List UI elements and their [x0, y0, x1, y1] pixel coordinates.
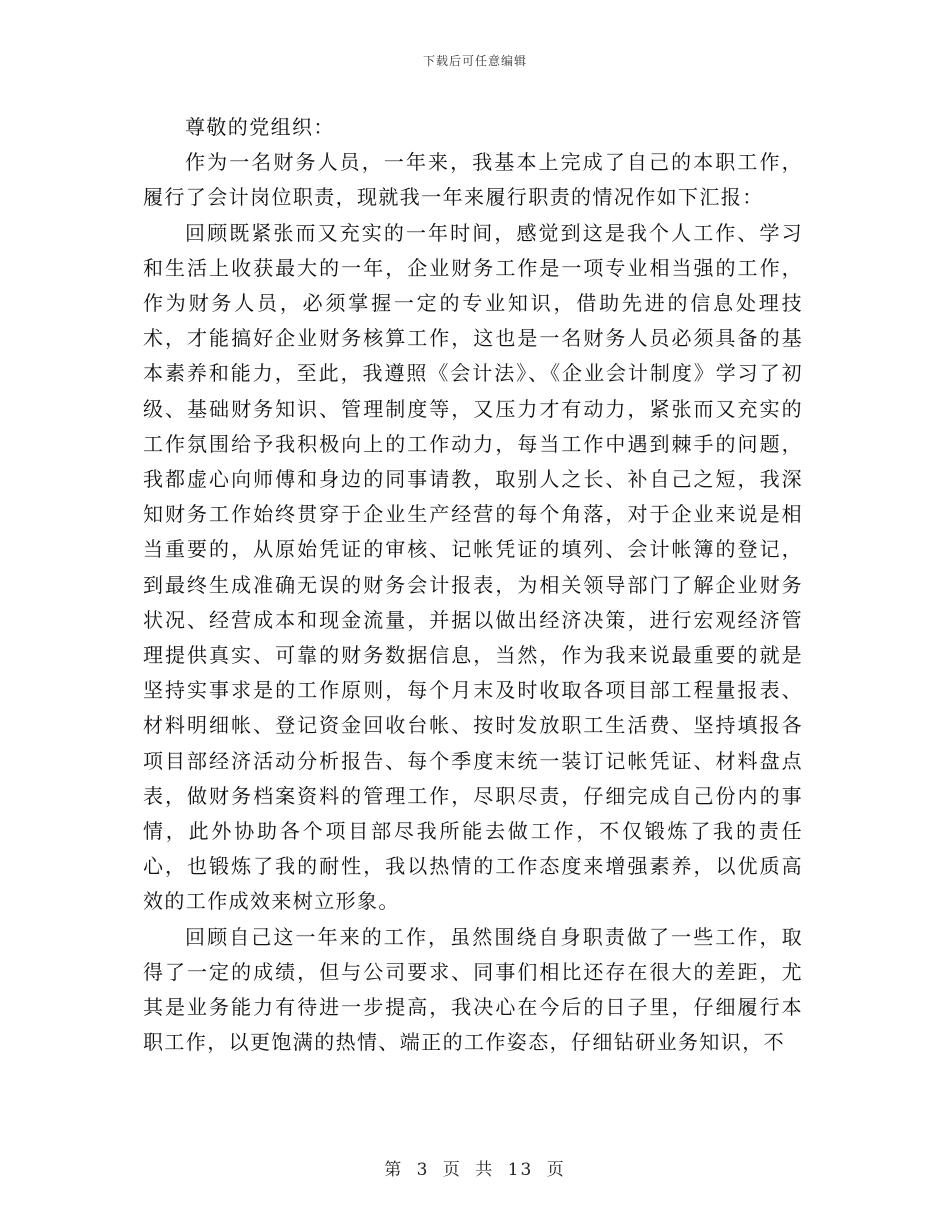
paragraph-review: 回顾既紧张而又充实的一年时间，感觉到这是我个人工作、学习和生活上收获最大的一年，企业财务工作是一项专业相当强的工作，作为财务人员，必须掌握一定的专业知识，借助先进的信息处理技术，才能搞好企业财务核算工作，这也是一名财务人员必须具备的基本素养和能力，至此，我遵照《会计法》、《企业会计制度》学习了初级、基础财务知识、管理制度等，又压力才有动力，紧张而又充实的工作氛围给予我积极向上的工作动力，每当工作中遇到棘手的问题，我都虚心向师傅和身边的同事请教，取别人之长、补自己之短，我深知财务工作始终贯穿于企业生产经营的每个角落，对于企业来说是相当重要的，从原始凭证的审核、记帐凭证的填列、会计帐簿的登记，到最终生成准确无误的财务会计报表，为相关领导部门了解企业财务状况、经营成本和现金流量，并据以做出经济决策，进行宏观经济管理提供真实、可靠的财务数据信息，当然，作为我来说最重要的就是坚持实事求是的工作原则，每个月末及时收取各项目部工程量报表、材料明细帐、登记资金回收台帐、按时发放职工生活费、坚持填报各项目部经济活动分析报告、每个季度末统一装订记帐凭证、材料盘点表，做财务档案资料的管理工作，尽职尽责，仔细完成自己份内的事情，此外协助各个项目部尽我所能去做工作，不仅锻炼了我的责任心，也锻炼了我的耐性，我以热情的工作态度来增强素养，以优质高效的工作成效来树立形象。	[143, 220, 803, 914]
salutation: 尊敬的党组织：	[185, 115, 335, 139]
page-header: 下载后可任意编辑	[422, 54, 527, 68]
paragraph-intro: 作为一名财务人员，一年来，我基本上完成了自己的本职工作，履行了会计岗位职责，现就我一年来履行职责的情况作如下汇报：	[143, 150, 803, 210]
letter-body	[143, 110, 803, 1060]
paragraph-reflection: 回顾自己这一年来的工作，虽然围绕自身职责做了一些工作，取得了一定的成绩，但与公司要求、同事们相比还存在很大的差距，尤其是业务能力有待进一步提高，我决心在今后的日子里，仔细履行本职工作，以更饱满的热情、端正的工作姿态，仔细钻研业务知识，不	[143, 924, 803, 1055]
page-number: 第 3 页 共 13 页	[384, 1160, 566, 1180]
